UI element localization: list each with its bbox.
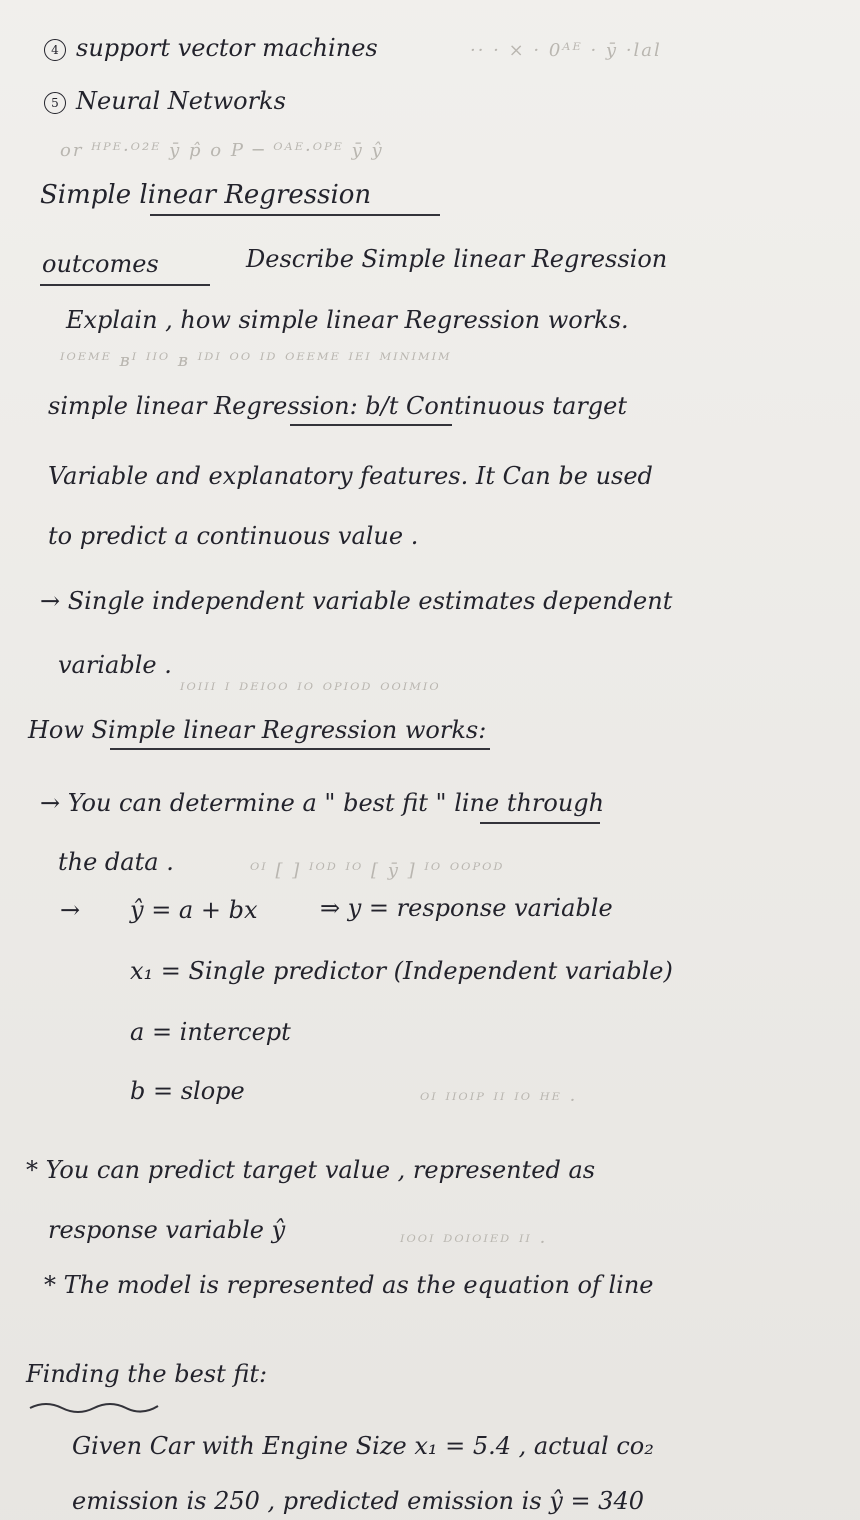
bleed-through-marks: ᴵᴼᴵᴵᴵ ᴵ ᴰᴱᴵᴼᴼ ᴵᴼ ᴼᴾᴵᴼᴰ ᴼᴼᴵᴹᴵᴼ [180,680,441,701]
bleed-through-marks: ᴵᴼᴱᴹᴱ ʙᴵ ᴵᴵᴼ ʙ ᴵᴰᴵ ᴼᴼ ᴵᴰ ᴼᴱᴱᴹᴱ ᴵᴱᴵ ᴹᴵᴺᴵᴹᴵᴹ [60,350,452,371]
definition-line-4: → Single independent variable estimates dependent [40,587,673,615]
bullet-model-equation: * The model is represented as the equation of line [44,1271,654,1299]
definition-line-2: Variable and explanatory features. It Can be used [48,462,653,490]
outcome-explain: Explain , how simple linear Regression works. [66,306,629,334]
item-number-badge: 4 [44,39,66,61]
how-line-1: → You can determine a " best fit " line through [40,789,605,817]
list-item-text: support vector machines [76,34,378,62]
best-fit-heading: Finding the best fit: [26,1360,268,1388]
bleed-through-marks: ᴼᴵ ᴵᴵᴼᴵᴾ ᴵᴵ ᴵᴼ ᴴᴱ · [420,1090,578,1111]
definition-line-5: variable . [58,651,172,679]
definition-line-3: to predict a continuous value . [48,522,419,550]
best-fit-example-line-2: emission is 250 , predicted emission is ŷ = 340 [72,1487,644,1515]
bullet-response-variable: response variable ŷ [48,1216,286,1244]
how-heading-underline [110,748,490,750]
list-item-text: Neural Networks [76,87,286,115]
how-it-works-heading: How Simple linear Regression works: [28,716,487,744]
outcomes-label: outcomes [42,250,159,278]
how-line-2: the data . [58,848,174,876]
best-fit-underline [480,822,600,824]
outcomes-underline [40,284,210,286]
definition-underline [290,424,452,426]
best-fit-heading-squiggle [26,1396,166,1416]
bleed-through-marks: ·· · × · 0ᴬᴱ · ȳ ·lal [470,40,662,61]
section-heading-simple-linear-regression: Simple linear Regression [40,180,372,210]
intercept-definition: a = intercept [130,1018,291,1046]
response-variable-note: ⇒ y = response variable [320,894,613,922]
bullet-predict-target: * You can predict target value , represented as [26,1156,596,1184]
heading-underline [150,214,440,216]
outcome-describe: Describe Simple linear Regression [246,245,668,273]
definition-line-1: simple linear Regression: b/t Continuous target [48,392,627,420]
equation-arrow: → [60,896,81,924]
bleed-through-marks: ᴼᴵ [ ] ᴵᴼᴰ ᴵᴼ [ ȳ ] ᴵᴼ ᴼᴼᴾᴼᴰ [250,860,505,881]
item-number-badge: 5 [44,92,66,114]
predictor-definition: x₁ = Single predictor (Independent variable) [130,957,673,985]
bleed-through-marks: ᴵᴼᴼᴵ ᴰᴼᴵᴼᴵᴱᴰ ᴵᴵ · [400,1232,548,1253]
slope-definition: b = slope [130,1077,245,1105]
list-item-neural-networks [44,87,286,115]
best-fit-example-line-1: Given Car with Engine Size x₁ = 5.4 , actual co₂ [72,1432,654,1460]
bleed-through-marks: or ᴴᴾᴱ·ᴼ²ᴱ ȳ p̂ o P ─ ᴼᴬᴱ·ᴼᴾᴱ ȳ ŷ [60,140,384,161]
regression-equation: ŷ = a + bx [130,896,258,924]
list-item-support-vector-machines [44,34,378,62]
